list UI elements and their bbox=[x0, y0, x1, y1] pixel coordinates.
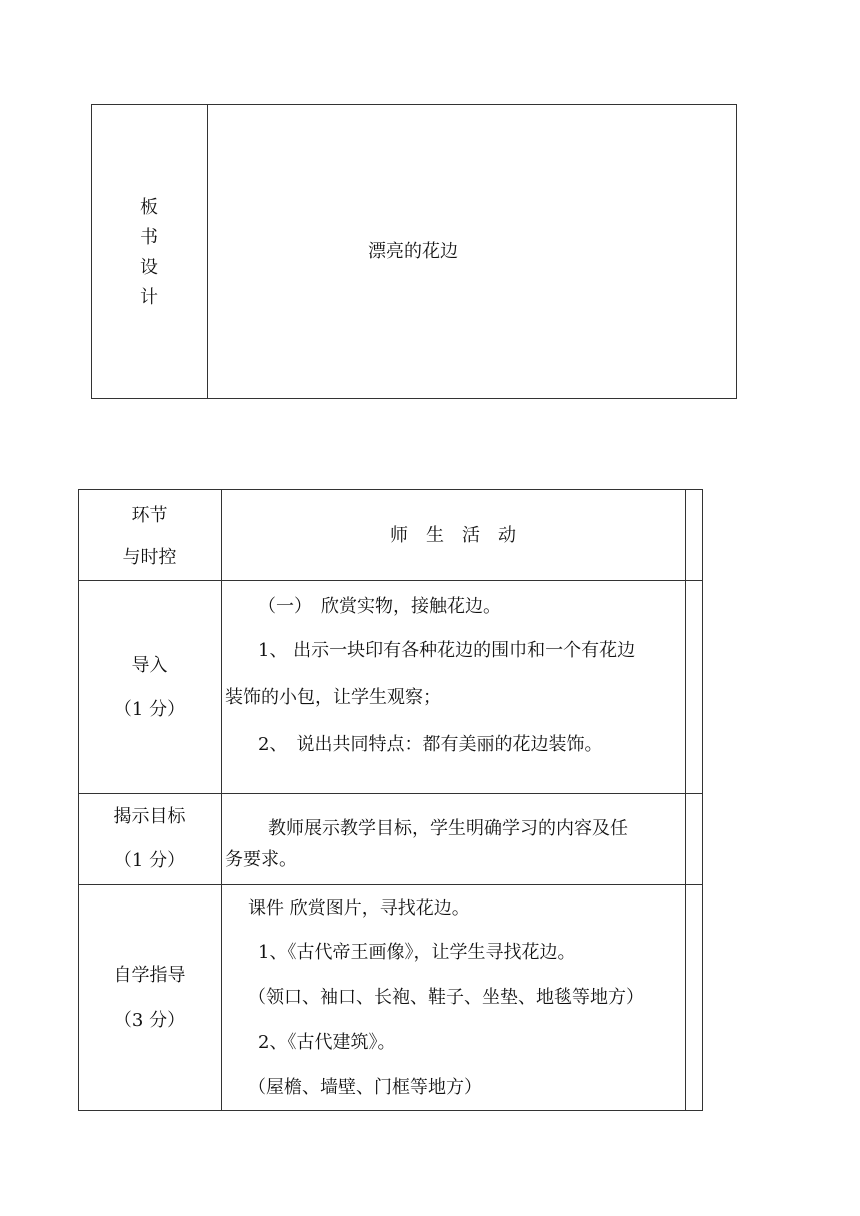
row-activity-line: 2、《古代建筑》。 bbox=[258, 1032, 396, 1053]
header-stage-label: 环节 bbox=[131, 505, 168, 526]
board-design-divider bbox=[207, 104, 208, 399]
row-activity-line: 教师展示教学目标，学生明确学习的内容及任 bbox=[268, 818, 628, 839]
row-activity-line: 务要求。 bbox=[225, 849, 297, 870]
header-time-label: 与时控 bbox=[122, 547, 177, 568]
row-activity-line: 1、《古代帝王画像》，让学生寻找花边。 bbox=[258, 942, 576, 963]
lesson-table-row-divider bbox=[78, 580, 703, 581]
board-design-label-char: 书 bbox=[140, 227, 158, 248]
row-activity-line: 2、 说出共同特点：都有美丽的花边装饰。 bbox=[258, 734, 603, 755]
lesson-table-row-divider bbox=[78, 884, 703, 885]
lesson-table-col-divider bbox=[221, 489, 222, 1111]
lesson-table-col-divider-narrow bbox=[685, 489, 686, 1111]
row-activity-line: 课件 欣赏图片，寻找花边。 bbox=[248, 898, 470, 919]
board-design-content: 漂亮的花边 bbox=[368, 241, 458, 262]
row-activity-line: （领口、袖口、长袍、鞋子、坐垫、地毯等地方） bbox=[248, 987, 644, 1008]
row-time: （3 分） bbox=[113, 1010, 186, 1031]
row-stage: 揭示目标 bbox=[113, 806, 186, 827]
row-activity-line: （一） 欣赏实物，接触花边。 bbox=[258, 596, 501, 617]
header-activity-label: 师 生 活 动 bbox=[390, 525, 516, 546]
row-activity-line: 装饰的小包，让学生观察； bbox=[225, 687, 441, 708]
row-time: （1 分） bbox=[113, 699, 186, 720]
row-activity-line: 1、 出示一块印有各种花边的围巾和一个有花边 bbox=[258, 640, 636, 661]
board-design-label-char: 计 bbox=[140, 287, 158, 308]
row-time: （1 分） bbox=[113, 850, 186, 871]
board-design-label-char: 板 bbox=[140, 197, 158, 218]
row-activity-line: （屋檐、墙壁、门框等地方） bbox=[248, 1077, 482, 1098]
row-stage: 自学指导 bbox=[113, 965, 186, 986]
row-stage: 导入 bbox=[131, 655, 168, 676]
board-design-label-char: 设 bbox=[140, 257, 158, 278]
lesson-table-row-divider bbox=[78, 793, 703, 794]
